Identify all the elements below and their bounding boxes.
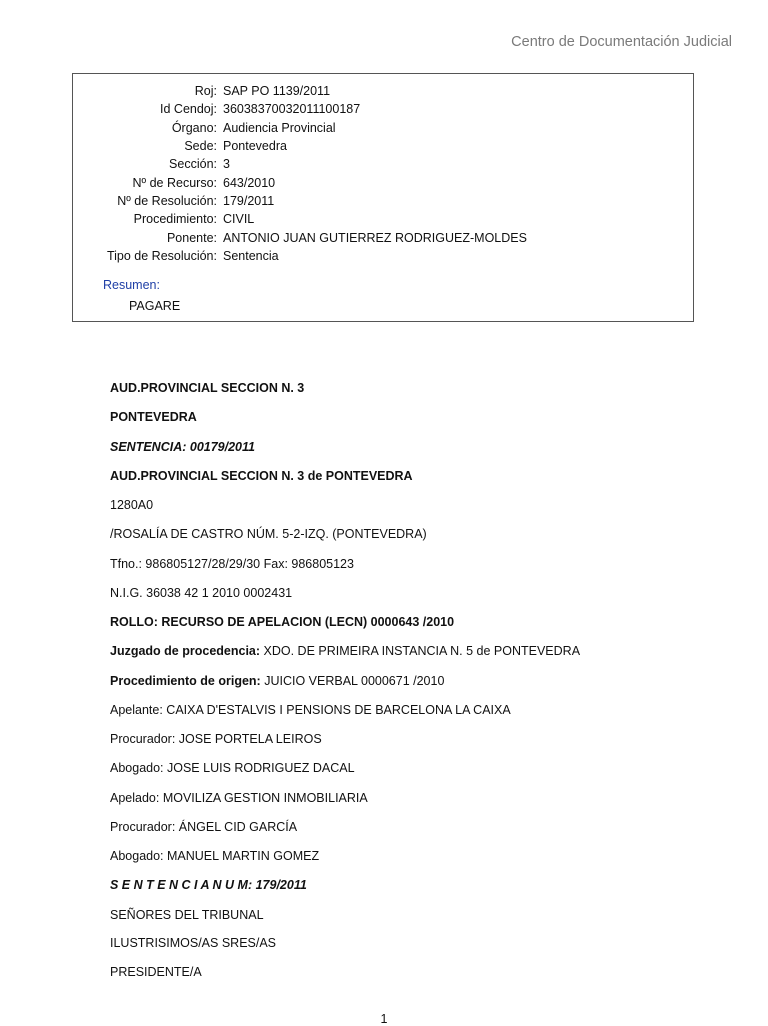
court-heading: AUD.PROVINCIAL SECCION N. 3 bbox=[110, 381, 305, 395]
court-code: 1280A0 bbox=[110, 498, 154, 512]
rollo-line: ROLLO: RECURSO DE APELACION (LECN) 0000643 /2010 bbox=[110, 615, 455, 629]
abogado-apelado-line: Abogado: MANUEL MARTIN GOMEZ bbox=[110, 849, 320, 863]
meta-label: Ponente: bbox=[166, 230, 217, 245]
meta-label: Procedimiento: bbox=[133, 212, 217, 226]
meta-value: Sentencia bbox=[223, 249, 279, 263]
metadata-box bbox=[72, 73, 694, 322]
resumen-label: Resumen: bbox=[103, 278, 160, 292]
tribunal-line: SEÑORES DEL TRIBUNAL bbox=[110, 907, 264, 922]
juzgado-lead: Juzgado de procedencia: bbox=[110, 644, 261, 658]
procedimiento-origen-line bbox=[110, 673, 444, 689]
meta-value: Pontevedra bbox=[223, 139, 287, 153]
meta-value: 643/2010 bbox=[223, 175, 276, 190]
meta-label: Roj: bbox=[194, 84, 217, 98]
page-number: 1 bbox=[380, 1012, 388, 1026]
meta-value: SAP PO 1139/2011 bbox=[223, 84, 331, 98]
presidente-line: PRESIDENTE/A bbox=[110, 965, 202, 979]
meta-value: CIVIL bbox=[223, 212, 255, 226]
procedimiento-origen-lead: Procedimiento de origen: bbox=[110, 673, 261, 688]
meta-value: ANTONIO JUAN GUTIERREZ RODRIGUEZ-MOLDES bbox=[223, 230, 527, 245]
meta-value: 3 bbox=[223, 157, 230, 171]
resumen-text: PAGARE bbox=[129, 299, 181, 313]
site-header-title: Centro de Documentación Judicial bbox=[511, 34, 732, 50]
court-address: /ROSALÍA DE CASTRO NÚM. 5-2-IZQ. (PONTEVEDRA) bbox=[110, 527, 427, 541]
procurador-apelante-line: Procurador: JOSE PORTELA LEIROS bbox=[110, 732, 322, 746]
meta-value: 36038370032011100187 bbox=[223, 102, 361, 116]
meta-label: Órgano: bbox=[171, 120, 217, 135]
court-full-name: AUD.PROVINCIAL SECCION N. 3 de PONTEVEDRA bbox=[110, 469, 413, 483]
meta-label: Nº de Resolución: bbox=[117, 194, 217, 208]
sentence-number-heading: SENTENCIA: 00179/2011 bbox=[110, 439, 255, 454]
apelante-line: Apelante: CAIXA D'ESTALVIS I PENSIONS DE BARCELONA LA CAIXA bbox=[110, 703, 511, 717]
apelado-line: Apelado: MOVILIZA GESTION INMOBILIARIA bbox=[110, 790, 368, 805]
juzgado-value: XDO. DE PRIMEIRA INSTANCIA N. 5 de PONTEVEDRA bbox=[263, 644, 581, 658]
meta-label: Sede: bbox=[184, 139, 217, 153]
meta-value: 179/2011 bbox=[223, 194, 275, 208]
nig-line: N.I.G. 36038 42 1 2010 0002431 bbox=[110, 586, 293, 600]
meta-label: Sección: bbox=[169, 157, 217, 171]
meta-label: Nº de Recurso: bbox=[132, 175, 217, 190]
court-phone: Tfno.: 986805127/28/29/30 Fax: 986805123 bbox=[110, 556, 354, 571]
meta-label: Tipo de Resolución: bbox=[106, 249, 217, 263]
court-city: PONTEVEDRA bbox=[110, 410, 197, 424]
juzgado-line bbox=[110, 643, 580, 659]
sentencia-num-line: S E N T E N C I A N U M: 179/2011 bbox=[110, 878, 307, 892]
procurador-apelado-line: Procurador: ÁNGEL CID GARCÍA bbox=[110, 820, 298, 834]
meta-value: Audiencia Provincial bbox=[223, 120, 336, 135]
ilustrisimos-line: ILUSTRISIMOS/AS SRES/AS bbox=[110, 936, 277, 950]
procedimiento-origen-value: JUICIO VERBAL 0000671 /2010 bbox=[264, 673, 445, 688]
abogado-apelante-line: Abogado: JOSE LUIS RODRIGUEZ DACAL bbox=[110, 761, 355, 775]
meta-label: Id Cendoj: bbox=[160, 102, 217, 116]
